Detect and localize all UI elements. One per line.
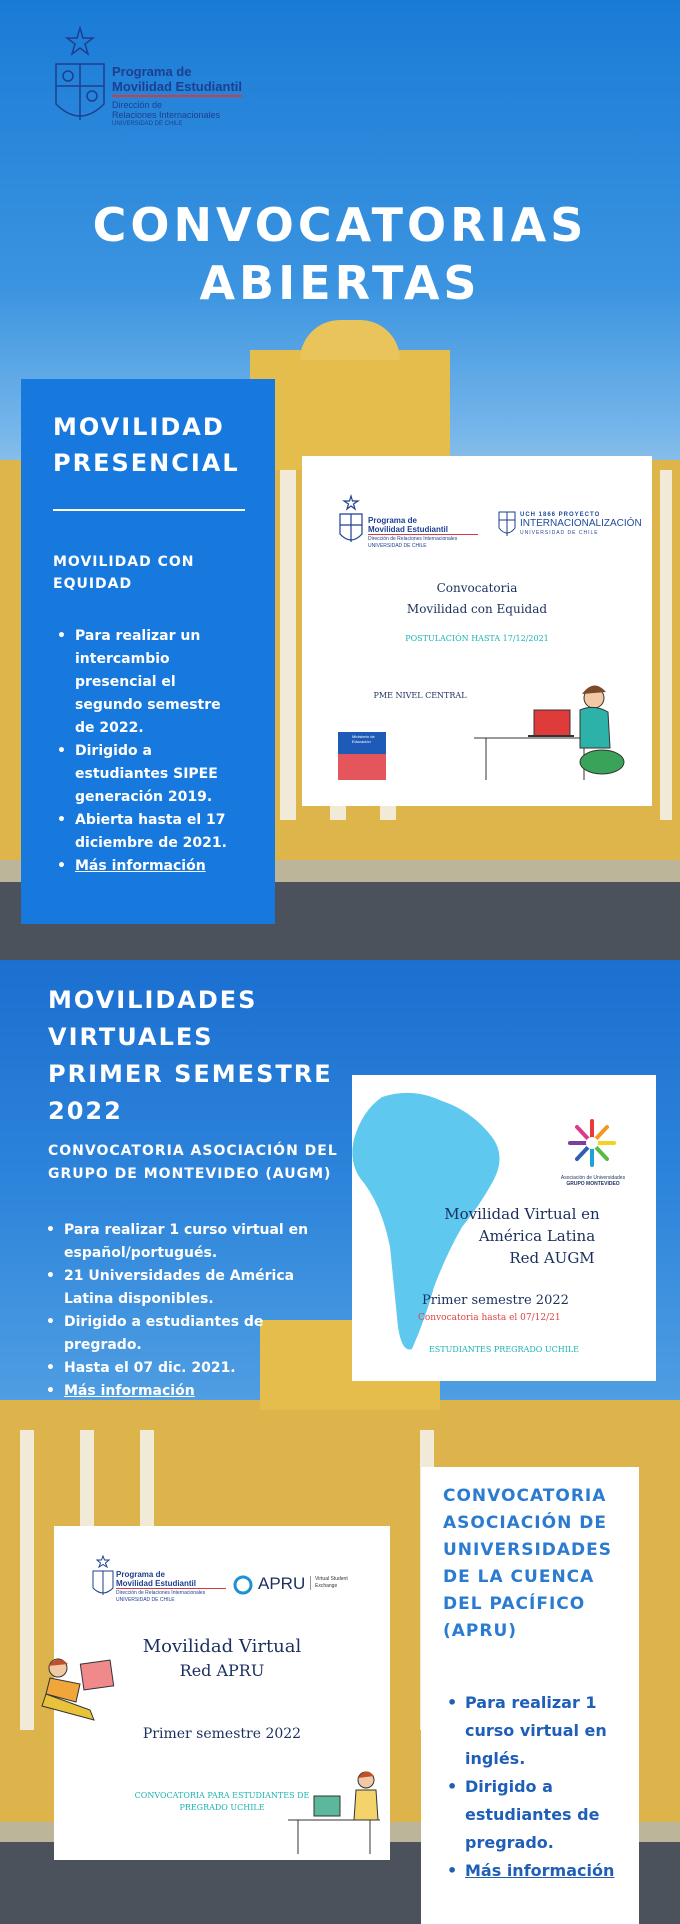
augm-deadline: Convocatoria hasta el 07/12/21 — [418, 1313, 561, 1323]
logo-line1: Programa de — [112, 64, 192, 79]
student-laptop-illustration — [284, 1764, 388, 1856]
column — [660, 470, 672, 820]
apru-panel — [421, 1467, 639, 1924]
augm-bullets — [42, 1219, 332, 1403]
presencial-bullets — [53, 625, 243, 878]
logo-line4: Relaciones Internacionales — [112, 110, 221, 120]
augm-card — [352, 1075, 656, 1381]
augm-heading-line1: Movilidad Virtual en — [444, 1205, 600, 1223]
virtuales-title — [48, 982, 338, 1130]
presencial-subtitle-line2: EQUIDAD — [53, 576, 133, 592]
list-item: • 21 Universidades de América Latina disponibles. — [42, 1265, 332, 1311]
column — [20, 1430, 34, 1730]
proyecto-line1: UCH 1866 PROYECTO — [520, 512, 601, 518]
card-logo-line3: Dirección de Relaciones Internacionales — [116, 1590, 206, 1596]
mas-informacion-link[interactable]: • Más información — [53, 855, 243, 878]
page-title — [0, 196, 680, 312]
presencial-title-line1: MOVILIDAD — [53, 413, 225, 441]
augm-footer: ESTUDIANTES PREGRADO UCHILE — [428, 1345, 580, 1354]
presencial-subtitle-line1: MOVILIDAD CON — [53, 554, 195, 570]
card-footer: PME NIVEL CENTRAL — [373, 691, 467, 700]
deadline-text: POSTULACIÓN HASTA 17/12/2021 — [405, 634, 549, 643]
ministry-label: Ministerio de Educación — [352, 734, 375, 744]
presencial-title — [53, 409, 263, 481]
apru-tag-line2: Exchange — [315, 1583, 338, 1589]
building-tower — [250, 350, 450, 470]
mas-informacion-link[interactable]: • Más información — [42, 1380, 332, 1403]
presencial-panel — [21, 379, 275, 924]
virtuales-title-line4: 2022 — [48, 1097, 123, 1125]
crest-icon — [338, 494, 364, 548]
augm-org-line2: GRUPO MONTEVIDEO — [566, 1181, 620, 1187]
logo-line2: Movilidad Estudiantil — [112, 79, 242, 97]
augm-org-line1: Asociación de Universidades — [560, 1175, 626, 1181]
page-title-line2: ABIERTAS — [199, 256, 481, 310]
university-crest-icon — [52, 24, 108, 134]
card-logo-line1: Programa de — [116, 1570, 165, 1579]
card-logo-line1: Programa de — [368, 516, 417, 525]
card-logo-line4: UNIVERSIDAD DE CHILE — [368, 543, 427, 549]
programa-movilidad-logo — [52, 24, 272, 134]
equidad-card — [302, 456, 652, 806]
list-item: • Para realizar 1 curso virtual en español/portugués. — [42, 1219, 332, 1265]
divider — [53, 509, 245, 511]
card-heading-line2: Movilidad con Equidad — [406, 602, 548, 616]
list-item: • Dirigido a estudiantes de pregrado. — [42, 1311, 332, 1357]
card-logo-line4: UNIVERSIDAD DE CHILE — [116, 1597, 175, 1603]
list-item: • Dirigido a estudiantes de pregrado. — [443, 1773, 623, 1857]
apru-name: APRU — [258, 1574, 306, 1593]
crest-icon — [92, 1554, 114, 1600]
augm-heading-line2: América Latina — [478, 1227, 596, 1245]
list-item: • Para realizar 1 curso virtual en inglés. — [443, 1689, 623, 1773]
virtuales-title-line3: PRIMER SEMESTRE — [48, 1060, 333, 1088]
apru-card — [54, 1526, 390, 1860]
apru-ring-icon — [232, 1574, 254, 1596]
column — [280, 470, 296, 820]
apru-heading-line1: Movilidad Virtual — [142, 1636, 302, 1657]
mas-informacion-link[interactable]: • Más información — [443, 1857, 623, 1885]
list-item: • Dirigido a estudiantes SIPEE generación 2019. — [53, 740, 243, 809]
card-logo-line2: Movilidad Estudiantil — [116, 1579, 226, 1589]
augm-logo-icon — [564, 1115, 620, 1171]
apru-footer-line2: PREGRADO UCHILE — [179, 1803, 265, 1812]
page-title-line1: CONVOCATORIAS — [92, 198, 588, 252]
card-logo-line3: Dirección de Relaciones Internacionales — [368, 536, 458, 542]
card-heading-line1: Convocatoria — [436, 581, 518, 595]
card-logo-line2: Movilidad Estudiantil — [368, 525, 478, 535]
list-item: • Abierta hasta el 17 diciembre de 2021. — [53, 809, 243, 855]
building-pediment — [300, 320, 400, 360]
apru-title: CONVOCATORIA ASOCIACIÓN DE UNIVERSIDADES DE LA CUENCA DEL PACÍFICO (APRU) — [443, 1486, 613, 1641]
proyecto-line3: UNIVERSIDAD DE CHILE — [520, 530, 599, 536]
student-laptop-illustration — [470, 676, 640, 786]
proyecto-line2: INTERNACIONALIZACIÓN — [520, 518, 642, 529]
student-tablet-illustration — [40, 1654, 130, 1724]
apru-bullets — [443, 1689, 623, 1885]
apru-tag-line1: Virtual Student — [315, 1576, 348, 1582]
ministerio-educacion-logo — [338, 732, 386, 780]
logo-line3: Dirección de — [112, 100, 163, 110]
list-item: • Hasta el 07 dic. 2021. — [42, 1357, 332, 1380]
virtuales-title-line2: VIRTUALES — [48, 1023, 214, 1051]
augm-semester: Primer semestre 2022 — [422, 1293, 569, 1308]
presencial-title-line2: PRESENCIAL — [53, 449, 240, 477]
augm-heading-line3: Red AUGM — [509, 1249, 595, 1267]
apru-footer-line1: CONVOCATORIA PARA ESTUDIANTES DE — [134, 1791, 310, 1800]
proyecto-crest-icon — [498, 506, 516, 540]
virtuales-title-line1: MOVILIDADES — [48, 986, 258, 1014]
augm-subtitle: CONVOCATORIA ASOCIACIÓN DEL GRUPO DE MONTEVIDEO (AUGM) — [48, 1143, 338, 1182]
apru-heading-line2: Red APRU — [179, 1661, 265, 1680]
logo-line5: UNIVERSIDAD DE CHILE — [112, 121, 183, 127]
presencial-subtitle — [53, 551, 253, 595]
apru-semester: Primer semestre 2022 — [142, 1726, 302, 1742]
list-item: • Para realizar un intercambio presencial el segundo semestre de 2022. — [53, 625, 243, 740]
